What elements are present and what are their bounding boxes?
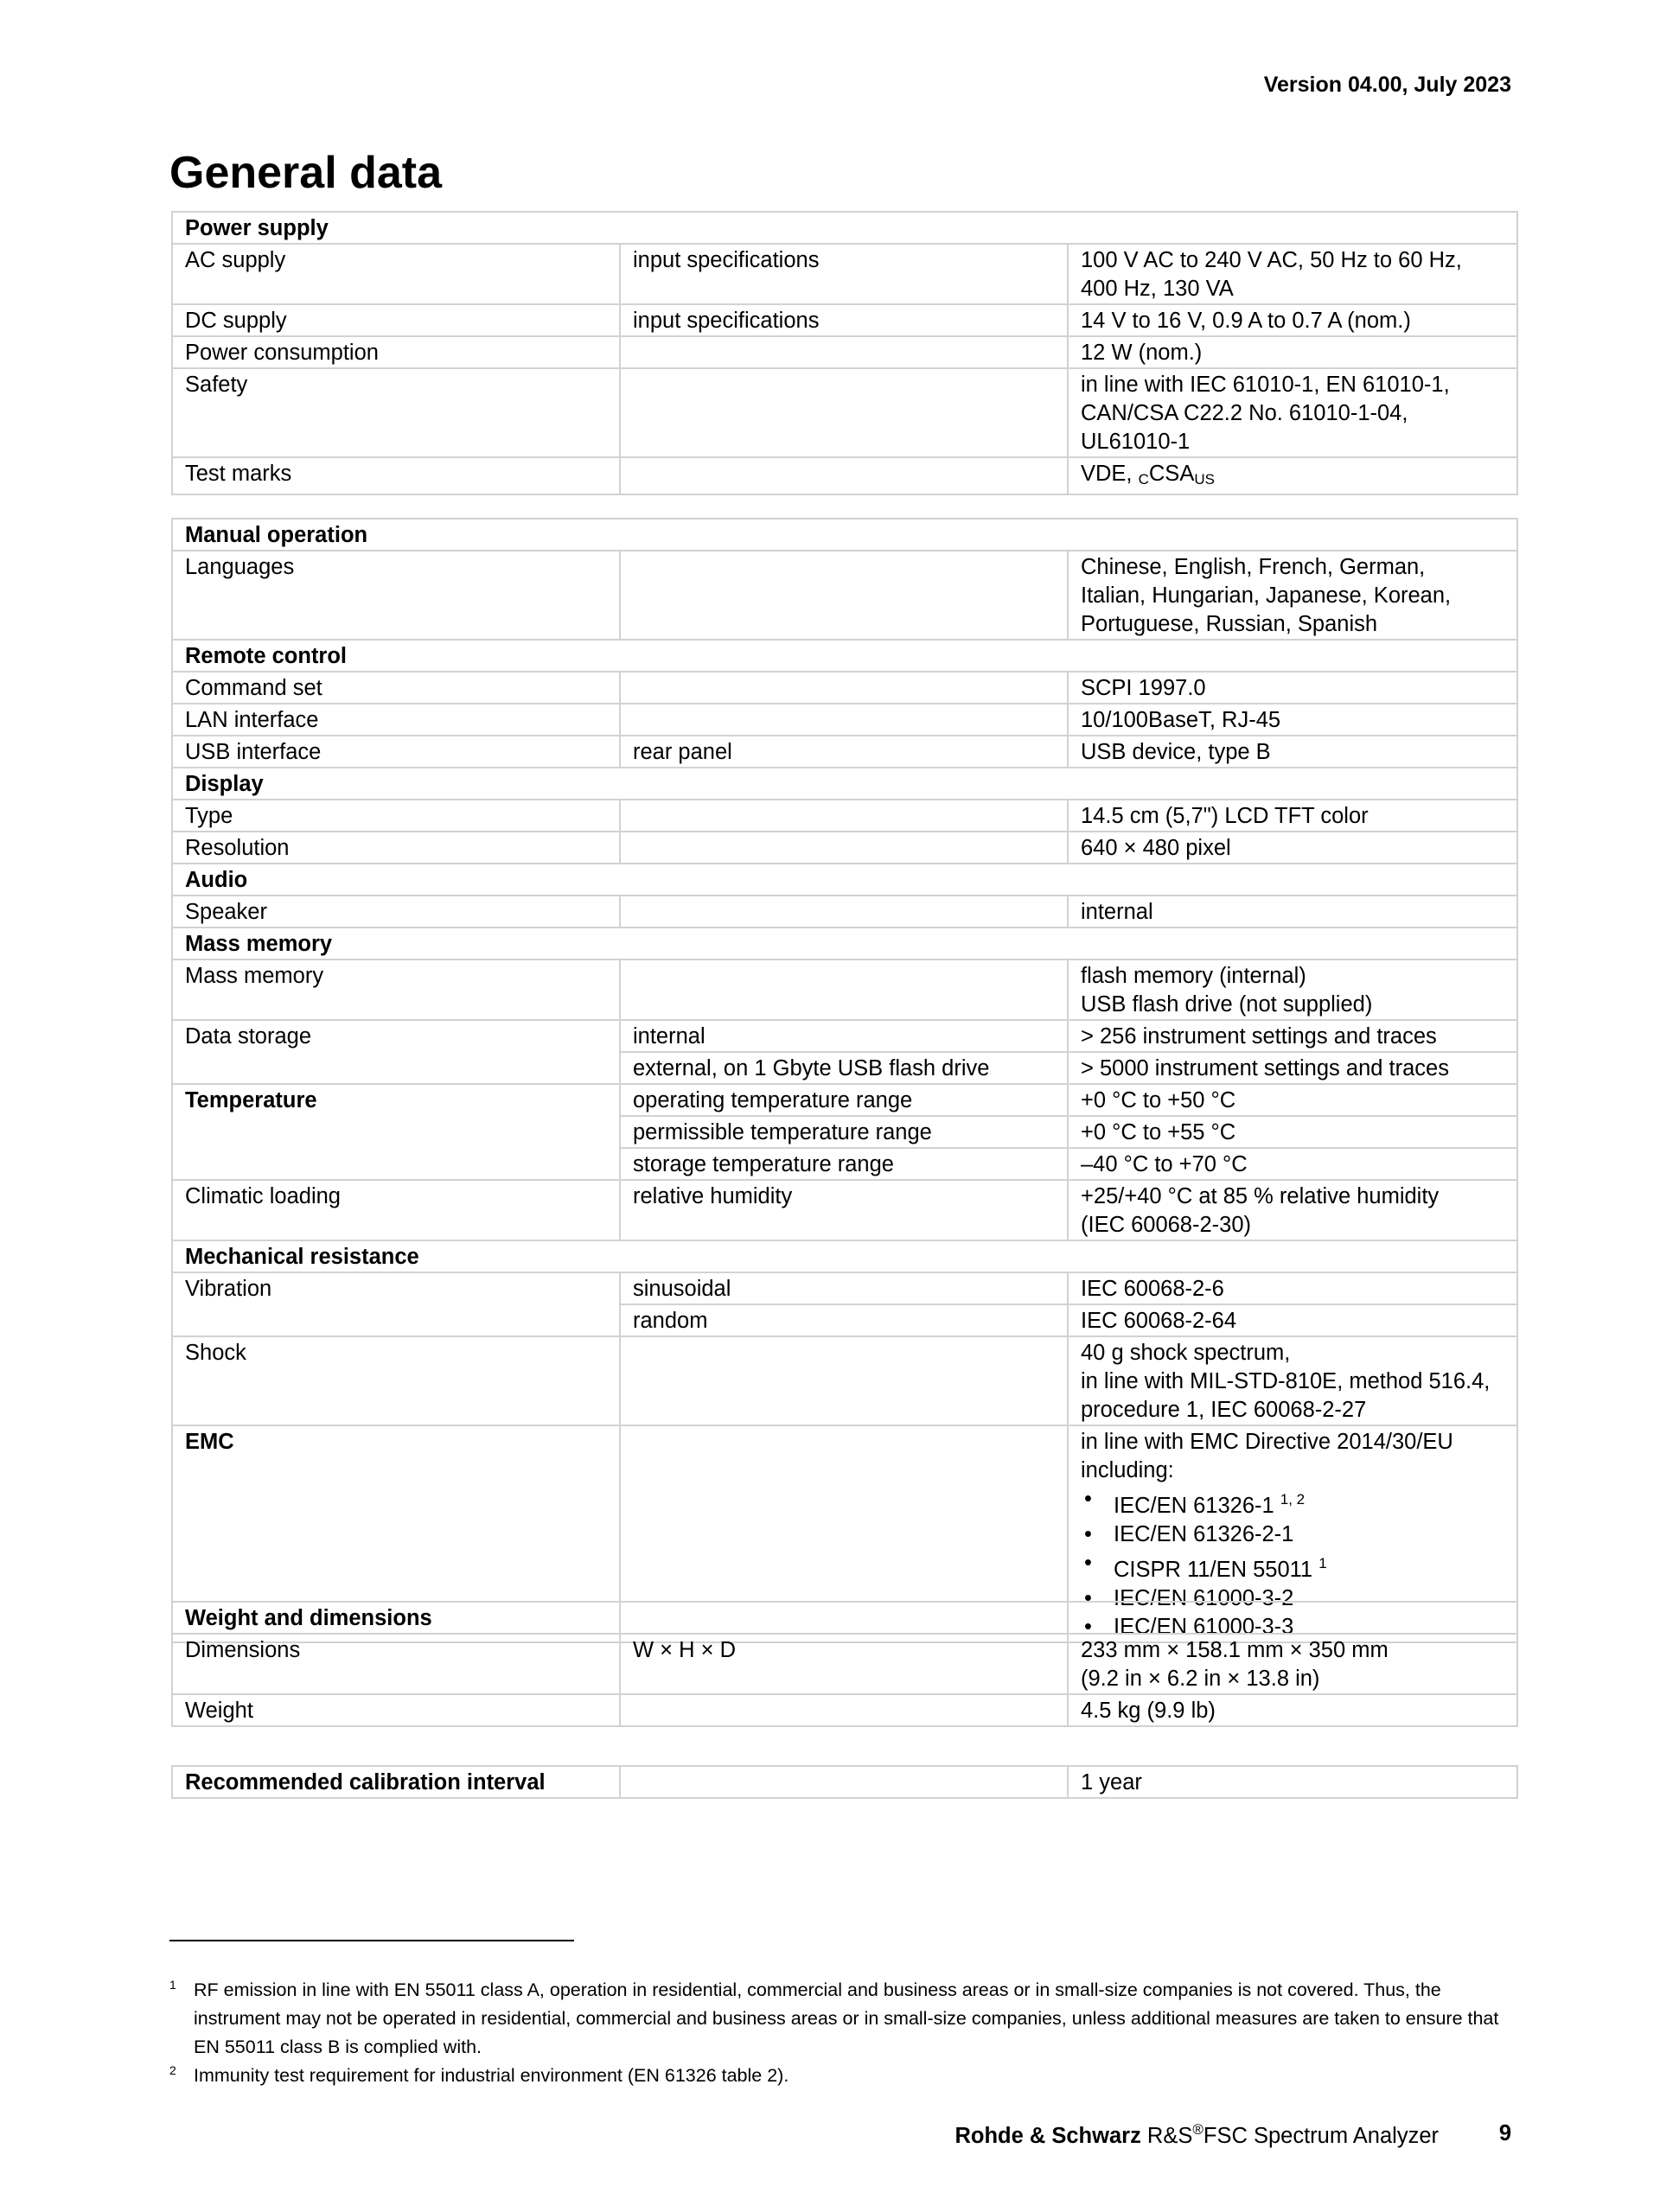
list-item: • CISPR 11/EN 55011 $^1$ [1081, 1549, 1504, 1584]
table-row [172, 896, 1517, 928]
row-value: 14 V to 16 V, 0.9 A to 0.7 A (nom.) [1068, 304, 1517, 336]
row-value: –40 °C to +70 °C [1068, 1148, 1517, 1180]
value-line: UL61010-1 [1081, 430, 1191, 454]
row-value: 1 year [1068, 1766, 1517, 1798]
row-param [620, 551, 1068, 640]
table-row [172, 1634, 1517, 1694]
table-row [172, 1336, 1517, 1425]
row-param [620, 704, 1068, 736]
footnote-number: 1 [169, 1978, 176, 1992]
row-label: Dimensions [172, 1634, 620, 1694]
list-item: • IEC/EN 61326-2-1 [1081, 1520, 1504, 1549]
page-footer [0, 2121, 1660, 2156]
row-value [1068, 457, 1517, 494]
row-value [1068, 244, 1517, 304]
row-label: Safety [172, 368, 620, 457]
row-param: permissible temperature range [620, 1116, 1068, 1148]
row-value [1068, 551, 1517, 640]
test-mark-c: C [1138, 471, 1149, 488]
table-row [172, 1148, 1517, 1180]
section-heading: EMC [172, 1425, 620, 1642]
row-value [1068, 1336, 1517, 1425]
row-param: rear panel [620, 736, 1068, 768]
table-row [172, 1694, 1517, 1726]
row-param: random [620, 1304, 1068, 1336]
row-value: +0 °C to +55 °C [1068, 1116, 1517, 1148]
row-label: Power consumption [172, 336, 620, 368]
row-value: 10/100BaseT, RJ-45 [1068, 704, 1517, 736]
table-row [172, 640, 1517, 672]
power-supply-table [171, 211, 1518, 495]
row-param [620, 800, 1068, 832]
row-label: AC supply [172, 244, 620, 304]
row-param [620, 457, 1068, 494]
row-param: relative humidity [620, 1180, 1068, 1240]
section-heading: Power supply [172, 212, 1517, 244]
table-row [172, 244, 1517, 304]
row-label: Climatic loading [172, 1180, 620, 1240]
row-param [620, 959, 1068, 1020]
row-label: DC supply [172, 304, 620, 336]
value-line: 40 g shock spectrum, [1081, 1341, 1291, 1365]
row-label: Data storage [172, 1020, 620, 1052]
row-value: 640 × 480 pixel [1068, 832, 1517, 864]
value-line: 233 mm × 158.1 mm × 350 mm [1081, 1638, 1389, 1662]
table-row [172, 1084, 1517, 1116]
footnote-text: Immunity test requirement for industrial environment (EN 61326 table 2). [194, 2065, 789, 2086]
row-value: 14.5 cm (5,7") LCD TFT color [1068, 800, 1517, 832]
row-param [620, 896, 1068, 928]
row-label: Command set [172, 672, 620, 704]
value-line: in line with IEC 61010-1, EN 61010-1, [1081, 373, 1450, 397]
value-line: Chinese, English, French, German, [1081, 555, 1426, 579]
row-label: Speaker [172, 896, 620, 928]
table-row [172, 1180, 1517, 1240]
row-label: Vibration [172, 1272, 620, 1304]
section-heading: Audio [172, 864, 1517, 896]
footnote-text: RF emission in line with EN 55011 class A, operation in residential, commercial and business areas or in small-size companies is not covered. Thus, the instrument may not be operated in residential, commercial and business areas or in small-size companies, unless additional measures are taken to ensure that EN 55011 class B is complied with. [194, 1979, 1499, 2057]
row-value: 4.5 kg (9.9 lb) [1068, 1694, 1517, 1726]
row-value: SCPI 1997.0 [1068, 672, 1517, 704]
row-param: input specifications [620, 304, 1068, 336]
row-value [1068, 1180, 1517, 1240]
list-item: • IEC/EN 61326-1 $^{1, 2}$ [1081, 1485, 1504, 1520]
row-value: 12 W (nom.) [1068, 336, 1517, 368]
row-param: external, on 1 Gbyte USB flash drive [620, 1052, 1068, 1084]
value-line: USB flash drive (not supplied) [1081, 992, 1373, 1017]
table-row [172, 928, 1517, 959]
row-value: +0 °C to +50 °C [1068, 1084, 1517, 1116]
test-mark-us: US [1194, 471, 1215, 488]
table-row [172, 1602, 1517, 1634]
value-line: +25/+40 °C at 85 % relative humidity [1081, 1184, 1440, 1208]
test-mark-csa: CSA [1148, 462, 1195, 486]
page-number: 9 [1498, 2121, 1511, 2145]
section-heading: Remote control [172, 640, 1517, 672]
table-row [172, 800, 1517, 832]
row-label: Weight [172, 1694, 620, 1726]
section-heading: Weight and dimensions [172, 1602, 1517, 1634]
section-heading: Recommended calibration interval [172, 1766, 620, 1798]
value-line: procedure 1, IEC 60068-2-27 [1081, 1398, 1367, 1422]
row-label: Type [172, 800, 620, 832]
table-row [172, 864, 1517, 896]
table-row [172, 736, 1517, 768]
table-row [172, 1304, 1517, 1336]
row-param [620, 832, 1068, 864]
weight-dimensions-table [171, 1601, 1518, 1727]
table-row [172, 1240, 1517, 1272]
row-value: USB device, type B [1068, 736, 1517, 768]
value-line: including: [1081, 1458, 1174, 1482]
table-row [172, 1116, 1517, 1148]
table-row [172, 212, 1517, 244]
operation-table [171, 518, 1518, 1643]
footnote-divider [169, 1940, 574, 1941]
footnote [169, 1976, 1518, 2062]
table-row [172, 1272, 1517, 1304]
row-value [1068, 1634, 1517, 1694]
list-item: • IEC/EN 61000-3-3 [1081, 1613, 1504, 1641]
footnotes [169, 1976, 1518, 2090]
row-param: operating temperature range [620, 1084, 1068, 1116]
row-label: USB interface [172, 736, 620, 768]
test-mark-vde: VDE, [1081, 462, 1139, 486]
row-param: W × H × D [620, 1634, 1068, 1694]
list-item: • IEC/EN 61000-3-2 [1081, 1584, 1504, 1613]
row-value: > 256 instrument settings and traces [1068, 1020, 1517, 1052]
table-row [172, 551, 1517, 640]
value-line: (9.2 in × 6.2 in × 13.8 in) [1081, 1667, 1320, 1691]
table-row [172, 336, 1517, 368]
row-label: LAN interface [172, 704, 620, 736]
value-line: 100 V AC to 240 V AC, 50 Hz to 60 Hz, [1081, 248, 1462, 272]
row-label [172, 1116, 620, 1148]
page-title: General data [169, 148, 443, 198]
table-row [172, 1052, 1517, 1084]
row-param [620, 368, 1068, 457]
value-line: in line with EMC Directive 2014/30/EU [1081, 1430, 1453, 1454]
table-row [172, 768, 1517, 800]
value-line: (IEC 60068-2-30) [1081, 1213, 1252, 1237]
footnote-number: 2 [169, 2063, 176, 2077]
value-line: 400 Hz, 130 VA [1081, 277, 1234, 301]
table-row [172, 704, 1517, 736]
row-label: Shock [172, 1336, 620, 1425]
version-label: Version 04.00, July 2023 [1263, 73, 1511, 97]
footnote-ref: 1, 2 [1280, 1491, 1306, 1508]
row-value: internal [1068, 896, 1517, 928]
value-line: CAN/CSA C22.2 No. 61010-1-04, [1081, 401, 1408, 425]
section-heading: Display [172, 768, 1517, 800]
footnote-ref: 1 [1318, 1555, 1327, 1571]
row-label: Resolution [172, 832, 620, 864]
section-heading: Temperature [172, 1084, 620, 1116]
value-line: in line with MIL-STD-810E, method 516.4, [1081, 1369, 1491, 1393]
row-param: sinusoidal [620, 1272, 1068, 1304]
row-value: > 5000 instrument settings and traces [1068, 1052, 1517, 1084]
row-param [620, 336, 1068, 368]
row-label: Languages [172, 551, 620, 640]
row-value: IEC 60068-2-6 [1068, 1272, 1517, 1304]
table-row [172, 1766, 1517, 1798]
row-param [620, 1336, 1068, 1425]
table-row [172, 368, 1517, 457]
row-label [172, 1052, 620, 1084]
value-line: flash memory (internal) [1081, 964, 1306, 988]
row-label: Test marks [172, 457, 620, 494]
table-row [172, 832, 1517, 864]
calibration-table [171, 1765, 1518, 1799]
row-param: input specifications [620, 244, 1068, 304]
row-value: IEC 60068-2-64 [1068, 1304, 1517, 1336]
table-row [172, 959, 1517, 1020]
row-param [620, 672, 1068, 704]
table-row [172, 519, 1517, 551]
table-row [172, 672, 1517, 704]
row-value [1068, 959, 1517, 1020]
row-label [172, 1304, 620, 1336]
row-value [1068, 368, 1517, 457]
row-label [172, 1148, 620, 1180]
table-row [172, 1020, 1517, 1052]
footer-brand: Rohde & Schwarz R&S®FSC Spectrum Analyzer [954, 2121, 1439, 2148]
row-param [620, 1694, 1068, 1726]
table-row [172, 304, 1517, 336]
table-row [172, 457, 1517, 494]
value-line: Italian, Hungarian, Japanese, Korean, [1081, 583, 1452, 608]
row-param: internal [620, 1020, 1068, 1052]
section-heading: Mechanical resistance [172, 1240, 1517, 1272]
section-heading: Mass memory [172, 928, 1517, 959]
row-label: Mass memory [172, 959, 620, 1020]
row-param: storage temperature range [620, 1148, 1068, 1180]
footnote [169, 2062, 1518, 2090]
row-param [620, 1766, 1068, 1798]
value-line: Portuguese, Russian, Spanish [1081, 612, 1378, 636]
section-heading: Manual operation [172, 519, 1517, 551]
